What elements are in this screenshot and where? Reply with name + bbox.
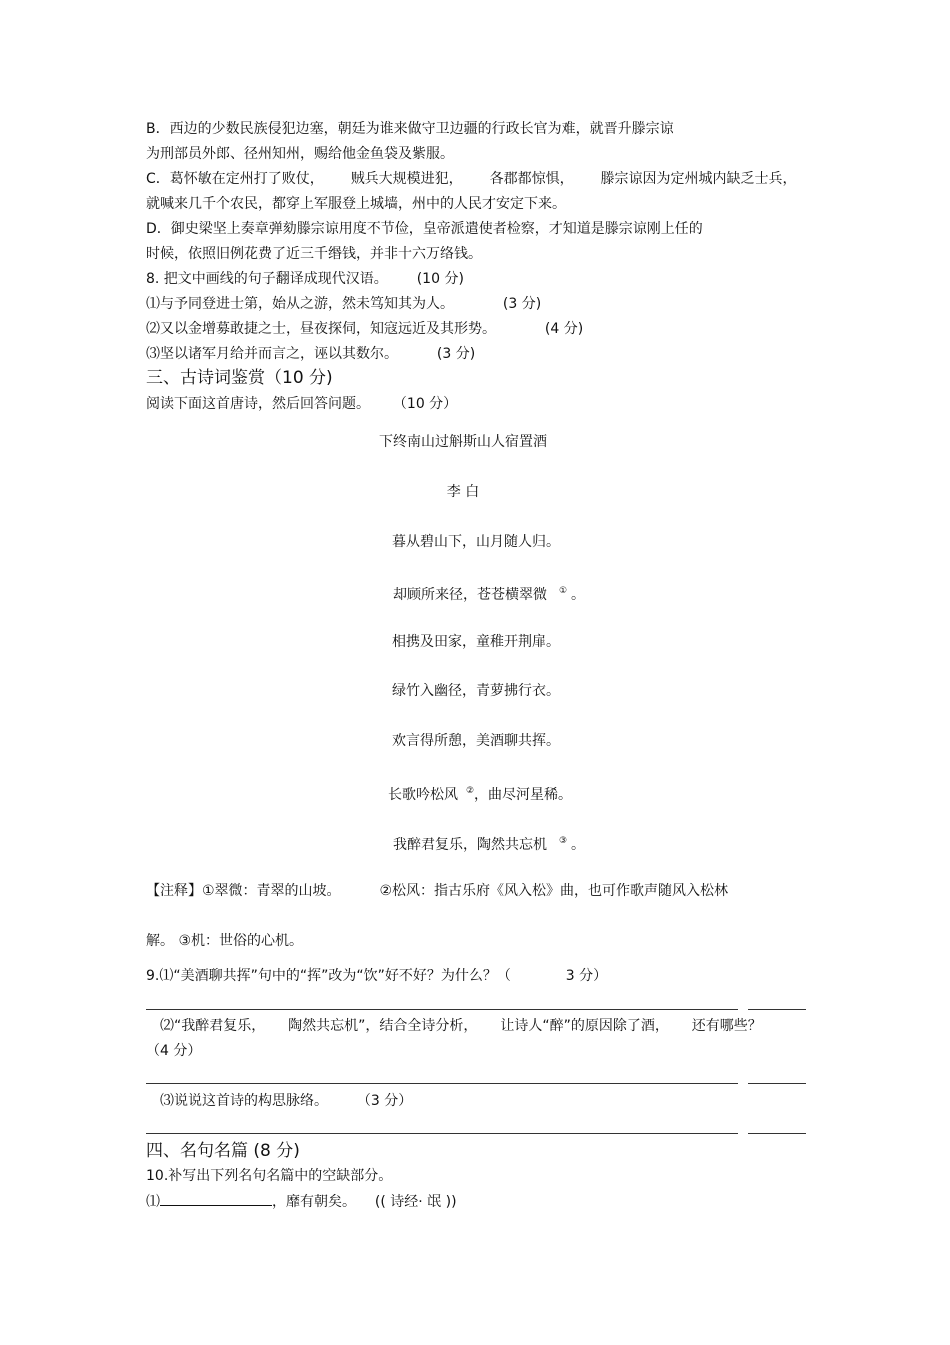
poem-line-tail: 。	[571, 587, 586, 603]
poem-line-text: 相携及田家，童稚开荆扉。	[392, 634, 560, 650]
q8-item-2	[146, 320, 583, 338]
section-3-intro-score: （10 分）	[392, 396, 458, 412]
q9-item-2-part3: 让诗人“醉”的原因除了酒，	[500, 1018, 669, 1034]
section-3-heading	[146, 369, 333, 387]
note-2: ②松风：指古乐府《风入松》曲，也可作歌声随风入松林	[379, 883, 729, 899]
poem-line-5	[1, 732, 950, 750]
poem-line-1	[1, 533, 950, 551]
poem-line-text: 绿竹入幽径，青萝拂行衣。	[392, 683, 560, 699]
poem-line-text: 长歌吟松风	[387, 787, 458, 803]
q9-item-2-score: （4 分）	[146, 1043, 202, 1059]
note-3: 解。 ③机：世俗的心机。	[146, 933, 304, 949]
q8-stem-score: (10 分)	[416, 271, 464, 287]
q8-stem-text: 8. 把文中画线的句子翻译成现代汉语。	[146, 271, 388, 287]
q9-item-1	[146, 967, 607, 985]
q10-item-1-text: ，靡有朝矣。	[272, 1194, 356, 1210]
q8-item-text: ⑵又以金增募敢捷之士，昼夜探伺，知寇远近及其形势。	[146, 321, 496, 337]
section-3-intro-text: 阅读下面这首唐诗，然后回答问题。	[146, 396, 370, 412]
option-c-part4: 滕宗谅因为定州城内缺乏士兵，	[600, 171, 797, 187]
q10-stem: 10.补写出下列名句名篇中的空缺部分。	[146, 1168, 393, 1184]
answer-line[interactable]	[146, 1009, 738, 1010]
q8-item-text: ⑶坚以诸军月给并而言之，诬以其数尔。	[146, 346, 398, 362]
option-c-line2: 就喊来几千个农民，都穿上军服登上城墙，州中的人民才安定下来。	[146, 196, 566, 212]
q8-item-text: ⑴与予同登进士第，始从之游，然未笃知其为人。	[146, 296, 454, 312]
answer-line-end[interactable]	[748, 1083, 806, 1084]
poem-line-text: 暮从碧山下，山月随人归。	[392, 534, 560, 550]
option-c-part3: 各郡都惊惧，	[489, 171, 574, 187]
q9-item-1-score: 3 分）	[565, 968, 608, 984]
poem-line-6	[5, 782, 950, 804]
q8-item-1	[146, 295, 541, 313]
q9-item-3-score: （3 分）	[356, 1093, 413, 1109]
poem-line-tail: 。	[571, 837, 586, 853]
q9-item-2-part2: 陶然共忘机”，结合全诗分析，	[288, 1018, 478, 1034]
q9-item-2	[160, 1017, 762, 1035]
q9-item-3	[160, 1092, 412, 1110]
answer-line-end[interactable]	[748, 1009, 806, 1010]
poem-line-3	[1, 633, 950, 651]
option-b-line2: 为刑部员外郎、径州知州，赐给他金鱼袋及紫服。	[146, 146, 454, 162]
q8-item-score: (4 分)	[544, 321, 584, 337]
q9-item-1-text: 9.⑴“美酒聊共挥”句中的“挥”改为“饮”好不好？为什么？（	[146, 968, 511, 984]
footnote-marker: ③	[558, 836, 568, 846]
poem-line-text: 我醉君复乐，陶然共忘机	[392, 837, 547, 853]
q10-item-1	[146, 1193, 457, 1211]
option-d-line1: D．御史梁坚上奏章弹劾滕宗谅用度不节俭，皇帝派遣使者检察，才知道是滕宗谅刚上任的	[146, 221, 703, 237]
answer-line[interactable]	[146, 1083, 738, 1084]
section-3-heading-text: 三、古诗词鉴赏（	[146, 368, 282, 388]
footnote-marker: ①	[558, 586, 568, 596]
answer-line-end[interactable]	[748, 1133, 806, 1134]
q8-stem	[146, 270, 464, 288]
section-3-intro	[146, 395, 457, 413]
q8-item-3	[146, 345, 475, 363]
q8-item-score: (3 分)	[436, 346, 476, 362]
footnote-marker: ②	[465, 786, 475, 796]
q10-item-1-number: ⑴	[146, 1194, 160, 1210]
option-c-part1: C．葛怀敏在定州打了败仗，	[146, 171, 324, 187]
poem-line-tail: ，曲尽河星稀。	[474, 787, 573, 803]
q9-item-2-part1: ⑵“我醉君复乐，	[160, 1018, 266, 1034]
section-3-heading-score: 10 分)	[282, 368, 333, 388]
q9-item-3-text: ⑶说说这首诗的构思脉络。	[160, 1093, 328, 1109]
q9-item-2-part4: 还有哪些？	[691, 1018, 762, 1034]
q8-item-score: (3 分)	[502, 296, 542, 312]
option-b-line1: B．西边的少数民族侵犯边塞，朝廷为谁来做守卫边疆的行政长官为难，就晋升滕宗谅	[146, 121, 674, 137]
q10-item-1-source: (( 诗经· 氓 ))	[374, 1194, 457, 1210]
answer-line[interactable]	[146, 1133, 738, 1134]
poem-line-text: 欢言得所憩，美酒聊共挥。	[392, 733, 560, 749]
note-1: 【注释】①翠微：青翠的山坡。	[146, 883, 341, 899]
poem-title: 下终南山过斛斯山人宿置酒	[379, 434, 547, 450]
poem-line-4	[1, 682, 950, 700]
section-4-heading: 四、名句名篇 (8 分)	[146, 1141, 300, 1161]
poem-notes	[146, 882, 728, 900]
fill-blank[interactable]	[160, 1193, 272, 1206]
option-c-part2: 贼兵大规模进犯，	[350, 171, 463, 187]
option-c-line1	[146, 170, 797, 188]
poem-author: 李 白	[446, 484, 480, 500]
option-d-line2: 时候，依照旧例花费了近三千缗钱，并非十六万络钱。	[146, 246, 482, 262]
poem-line-2	[14, 582, 950, 604]
poem-line-text: 却顾所来径，苍苍横翠微	[392, 587, 547, 603]
poem-line-7	[14, 832, 950, 854]
